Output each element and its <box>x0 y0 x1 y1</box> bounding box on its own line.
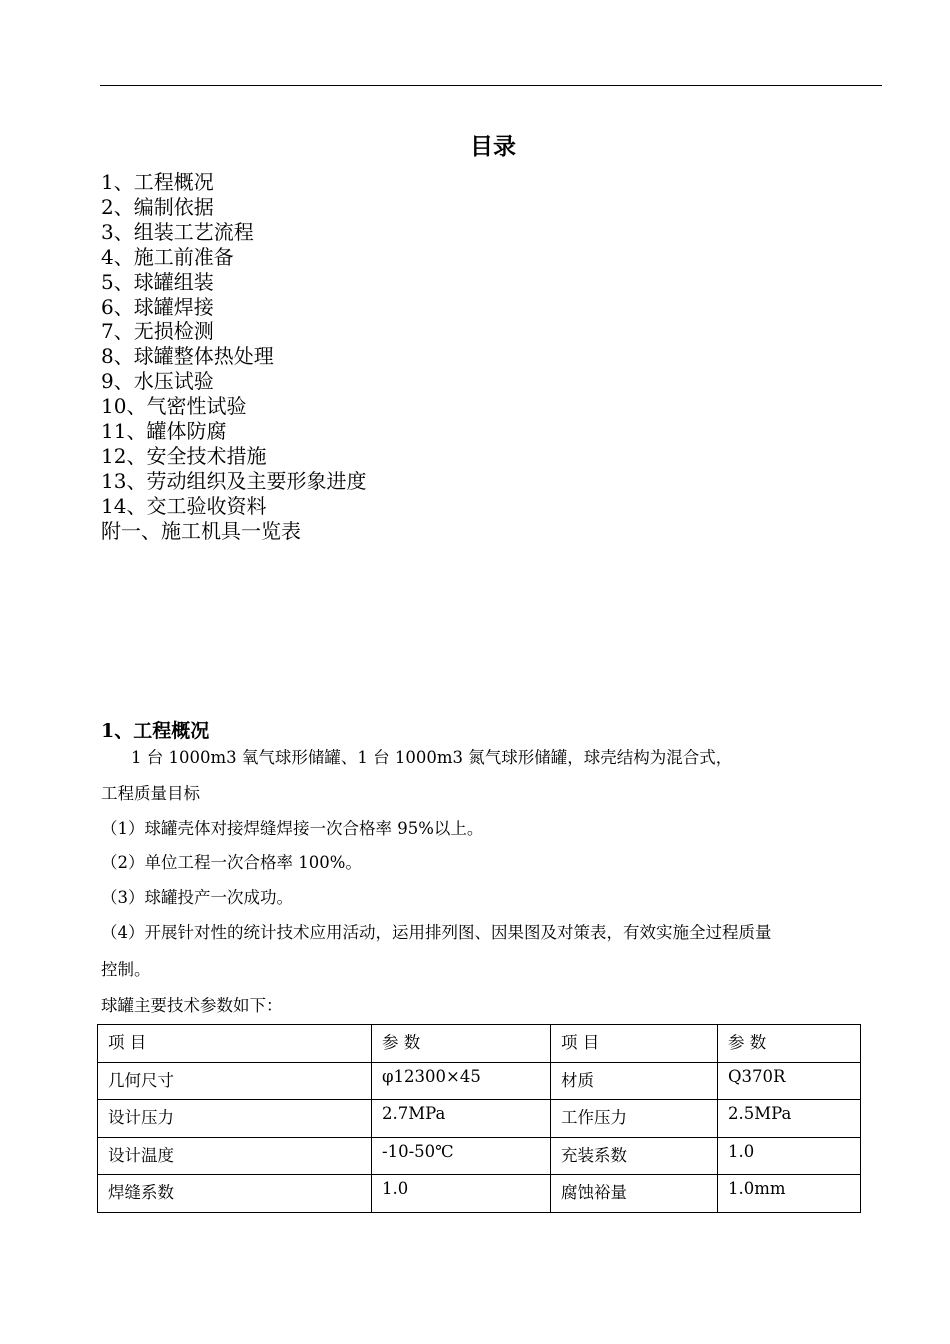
toc-item: 7、无损检测 <box>101 319 214 344</box>
toc-item: 2、编制依据 <box>101 194 214 219</box>
toc-item: 9、水压试验 <box>101 369 214 394</box>
toc-item: 6、球罐焊接 <box>101 294 214 319</box>
table-cell: 设计温度 <box>98 1137 372 1175</box>
toc-item: 4、施工前准备 <box>101 244 234 269</box>
header-cell: 参 数 <box>718 1025 861 1063</box>
toc-item: 13、劳动组织及主要形象进度 <box>101 468 367 493</box>
table-cell: 2.7MPa <box>372 1100 551 1138</box>
table-cell: 材质 <box>551 1062 718 1100</box>
table-cell: 1.0 <box>372 1175 551 1213</box>
toc-item: 8、球罐整体热处理 <box>101 344 274 369</box>
params-intro: 球罐主要技术参数如下： <box>101 996 283 1015</box>
table-cell: 2.5MPa <box>718 1100 861 1138</box>
table-cell: Q370R <box>718 1062 861 1100</box>
table-cell: φ12300×45 <box>372 1062 551 1100</box>
toc-item: 3、组装工艺流程 <box>101 219 254 244</box>
table-header-row <box>98 1025 861 1063</box>
header-cell: 参 数 <box>372 1025 551 1063</box>
toc-item: 附一、施工机具一览表 <box>101 518 301 543</box>
header-cell: 项 目 <box>551 1025 718 1063</box>
toc-item: 12、安全技术措施 <box>101 443 267 468</box>
table-cell: -10-50℃ <box>372 1137 551 1175</box>
quality-title: 工程质量目标 <box>101 784 200 803</box>
table-row <box>98 1062 861 1100</box>
table-cell: 充装系数 <box>551 1137 718 1175</box>
table-cell: 1.0mm <box>718 1175 861 1213</box>
quality-item: （2）单位工程一次合格率 100%。 <box>101 853 362 872</box>
quality-item: 控制。 <box>101 960 151 979</box>
table-cell: 焊缝系数 <box>98 1175 372 1213</box>
table-cell: 1.0 <box>718 1137 861 1175</box>
table-cell: 几何尺寸 <box>98 1062 372 1100</box>
toc-item: 10、气密性试验 <box>101 394 247 419</box>
table-row <box>98 1175 861 1213</box>
header-rule <box>100 85 882 86</box>
table-cell: 设计压力 <box>98 1100 372 1138</box>
table-cell: 工作压力 <box>551 1100 718 1138</box>
quality-item: （4）开展针对性的统计技术应用活动，运用排列图、因果图及对策表，有效实施全过程质量 <box>101 923 772 942</box>
toc-item: 14、交工验收资料 <box>101 493 267 518</box>
toc-item: 5、球罐组装 <box>101 269 214 294</box>
quality-item: （1）球罐壳体对接焊缝焊接一次合格率 95%以上。 <box>101 819 484 838</box>
header-cell: 项 目 <box>98 1025 372 1063</box>
intro-paragraph: 1 台 1000m3 氧气球形储罐、1 台 1000m3 氮气球形储罐，球壳结构为混合式， <box>131 748 733 767</box>
params-table <box>97 1024 861 1213</box>
toc-title: 目录 <box>470 133 516 160</box>
toc-item: 1、工程概况 <box>101 170 214 194</box>
section-heading: 1、工程概况 <box>101 720 210 742</box>
table-cell: 腐蚀裕量 <box>551 1175 718 1213</box>
toc-item: 11、罐体防腐 <box>101 419 227 444</box>
table-row <box>98 1100 861 1138</box>
table-row <box>98 1137 861 1175</box>
toc-list <box>101 170 366 544</box>
quality-item: （3）球罐投产一次成功。 <box>101 888 293 907</box>
